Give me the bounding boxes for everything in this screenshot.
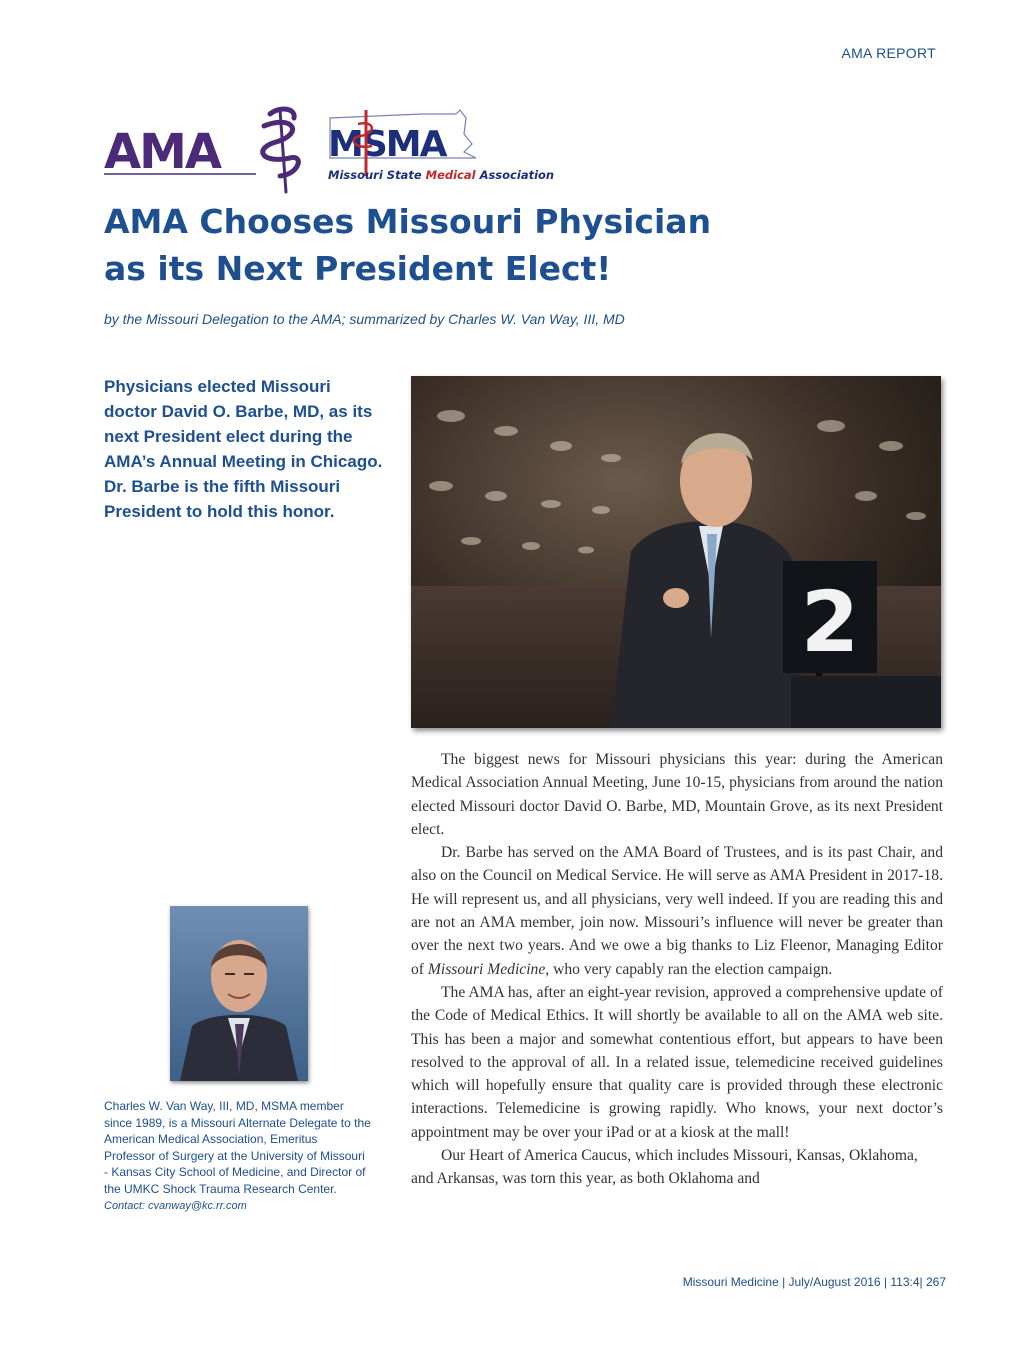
author-bio-text: Charles W. Van Way, III, MD, MSMA member since 1989, is a Missouri Alternate Delegate to the American Medical Association, Emeritus Professor of Surgery at the University of Missouri - Kansas City School of Medicine, and Director of the UMKC Shock Trauma Research Center. xyxy=(104,1099,371,1196)
ama-logo xyxy=(104,109,298,192)
paragraph: Our Heart of America Caucus, which includes Missouri, Kansas, Oklahoma, and Arkansas, was torn this year, as both Oklahoma and xyxy=(411,1147,918,1188)
title-line-2: as its Next President Elect! xyxy=(104,249,612,288)
ama-wordmark: AMA xyxy=(104,124,221,180)
msma-logo xyxy=(328,110,554,182)
podium-number: 2 xyxy=(800,573,860,671)
caduceus-icon xyxy=(263,109,299,192)
section-label: AMA REPORT xyxy=(841,45,936,61)
author-contact: Contact: cvanway@kc.rr.com xyxy=(104,1199,247,1212)
paragraph: The AMA has, after an eight-year revision, approved a comprehensive update of the Code of Medical Ethics. It will shortly be available to all on the AMA web site. This has been a major and somewhat contentious effort, but appears to have been resolved to the approval of all. In a related issue, telemedicine received guidelines which will hopefully ensure that quality care is provided through these electronic interactions. Telemedicine is growing rapidly. Who knows, your next doctor’s appointment may be over your iPad or at a kiosk at the mall! xyxy=(411,983,943,1141)
author-photo xyxy=(170,906,308,1081)
intro-text: Physicians elected Missouri doctor David O. Barbe, MD, as its next President elect during the AMA’s Annual Meeting in Chicago. Dr. Barbe is the fifth Missouri President to hold this honor. xyxy=(104,377,383,521)
paragraph: The biggest news for Missouri physicians this year: during the American Medical Association Annual Meeting, June 10-15, physicians from around the nation elected Missouri doctor David O. Barbe, MD, Mountain Grove, as its next President elect. xyxy=(411,751,943,838)
logos xyxy=(104,104,564,196)
journal-name: Missouri Medicine xyxy=(427,960,546,978)
msma-wordmark: MSMA xyxy=(328,124,446,165)
main-photo xyxy=(411,376,941,728)
msma-tagline: Missouri State Medical Association xyxy=(328,168,555,182)
paragraph: Dr. Barbe has served on the AMA Board of Trustees, and is its past Chair, and also on the Council on Medical Service. He will serve as AMA President in 2017-18. He will represent us, and all physicians, very well indeed. If you are reading this and are not an AMA member, join now. Missouri’s influence will never be greater than over the next two years. And we owe a big thanks to Liz Fleenor, Managing Editor of Missouri Medicine, who very capably ran the election campaign. xyxy=(411,844,943,978)
author-bio xyxy=(104,1098,372,1214)
byline: by the Missouri Delegation to the AMA; summarized by Charles W. Van Way, III, MD xyxy=(104,311,625,327)
article-body xyxy=(411,748,943,1191)
title-line-1: AMA Chooses Missouri Physician xyxy=(104,202,712,241)
footer-citation: Missouri Medicine | July/August 2016 | 113:4| 267 xyxy=(682,1275,946,1289)
article-title xyxy=(104,198,824,292)
